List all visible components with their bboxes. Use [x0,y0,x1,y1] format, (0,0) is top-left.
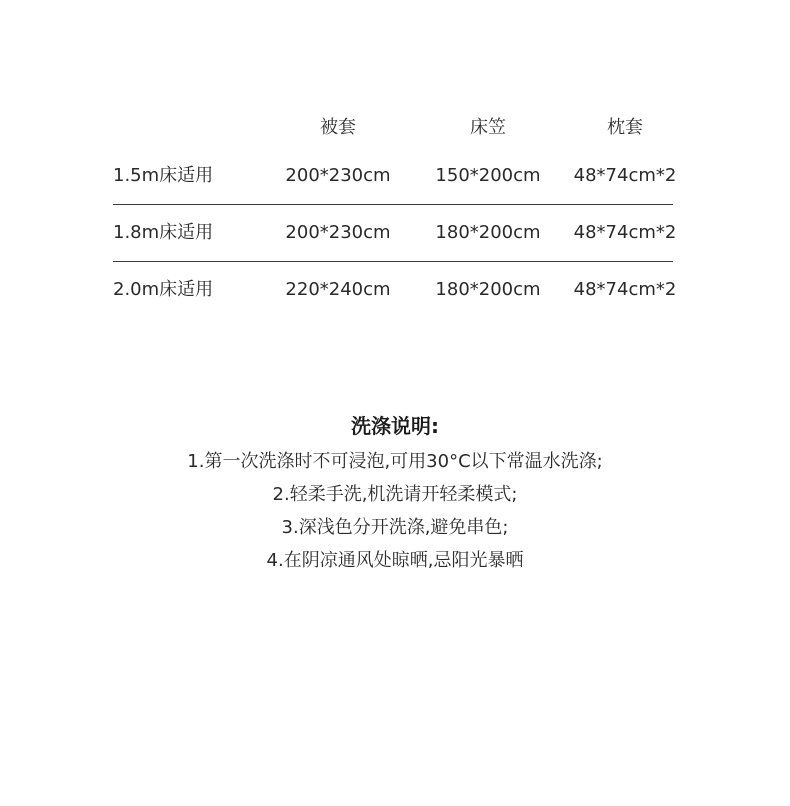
pillowcase-size-cell: 48*74cm*2 [573,279,677,300]
duvet-size-cell: 200*230cm [285,222,391,243]
washing-instruction-line: 4.在阴凉通风处晾晒,忌阳光暴晒 [266,550,524,571]
sheet-size-cell: 180*200cm [435,222,541,243]
table-header-row [113,108,673,148]
washing-instructions-title: 洗涤说明: [351,414,439,438]
duvet-size-cell: 220*240cm [285,279,391,300]
header-fitted-sheet: 床笠 [470,117,506,138]
sheet-size-cell: 150*200cm [435,165,541,186]
washing-instruction-line: 2.轻柔手洗,机洗请开轻柔模式; [272,484,518,505]
washing-instruction-line: 1.第一次洗涤时不可浸泡,可用30°C以下常温水洗涤; [187,451,603,472]
header-duvet-cover: 被套 [320,117,356,138]
duvet-size-cell: 200*230cm [285,165,391,186]
table-row [113,262,677,318]
header-pillowcase: 枕套 [607,117,643,138]
table-row [113,148,677,205]
sheet-size-cell: 180*200cm [435,279,541,300]
table-row [113,205,677,262]
bed-size-cell: 1.8m床适用 [113,222,214,243]
washing-instruction-line: 3.深浅色分开洗涤,避免串色; [281,517,509,538]
pillowcase-size-cell: 48*74cm*2 [573,222,677,243]
pillowcase-size-cell: 48*74cm*2 [573,165,677,186]
washing-instructions [0,410,790,577]
bed-size-cell: 1.5m床适用 [113,165,214,186]
bed-size-cell: 2.0m床适用 [113,279,214,300]
size-table [113,108,677,318]
